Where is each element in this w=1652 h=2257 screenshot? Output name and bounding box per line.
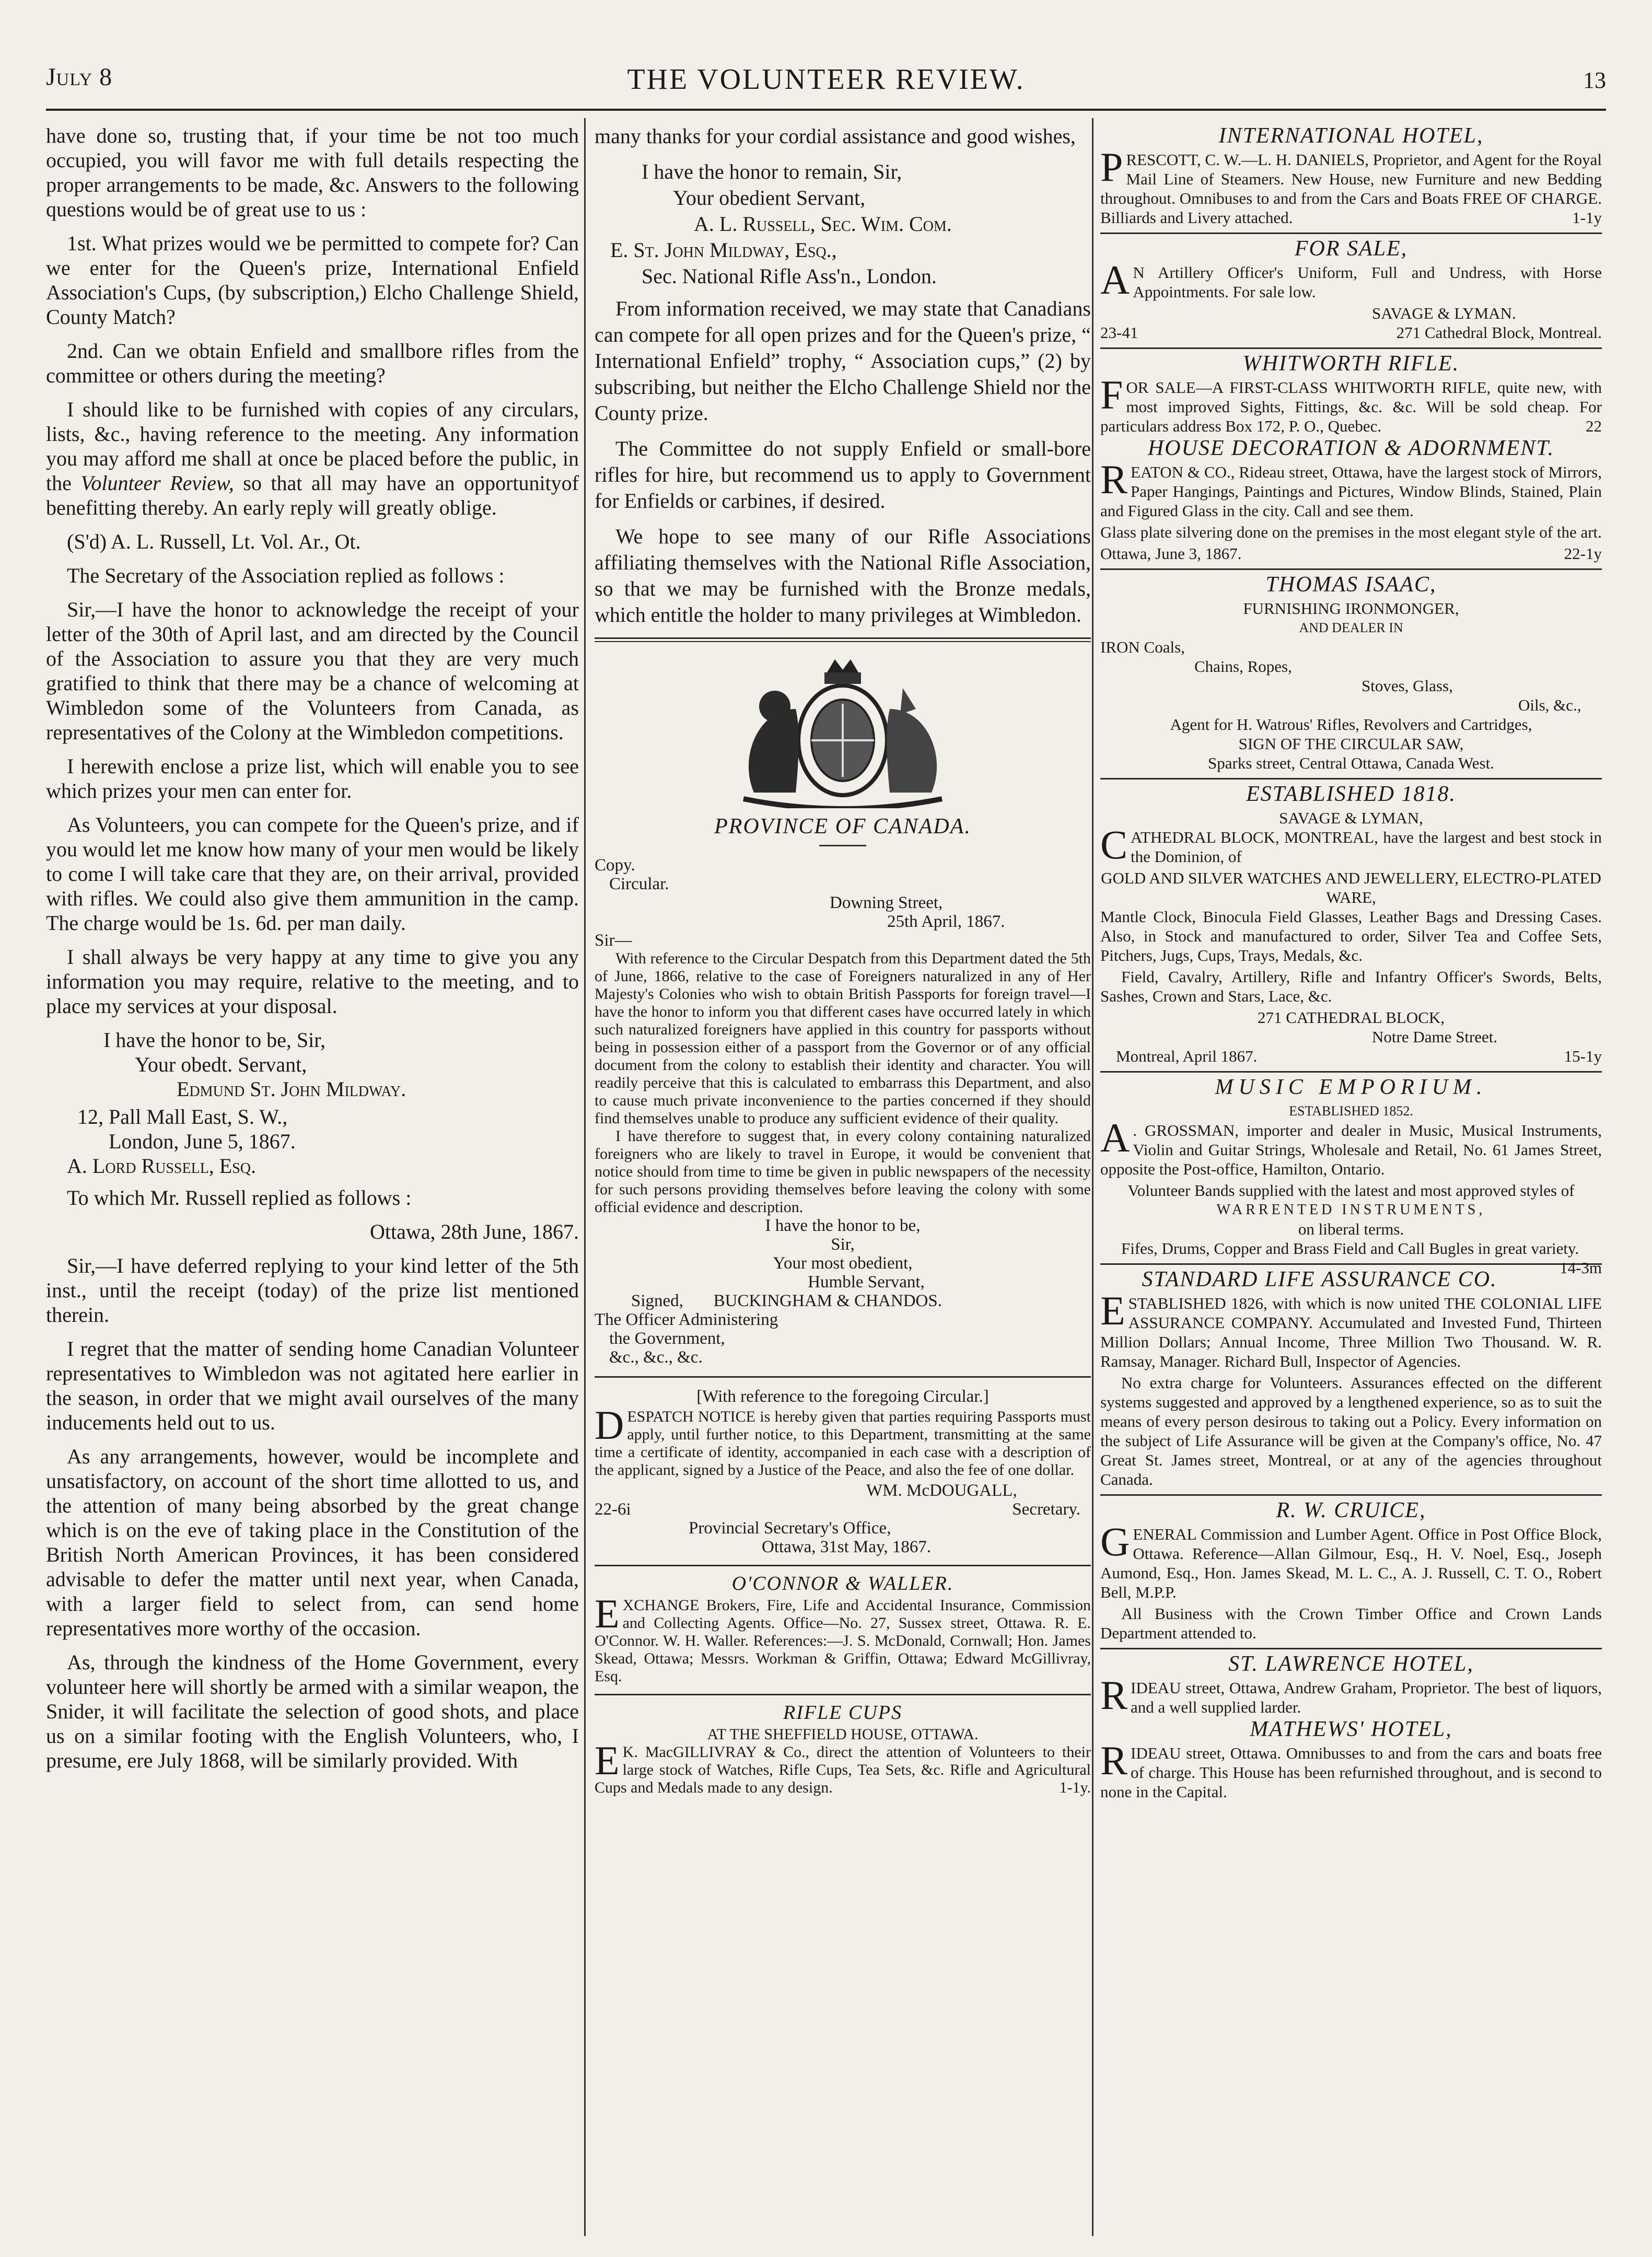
ad-footer — [1100, 323, 1602, 342]
ad-rw-cruice — [1100, 1498, 1602, 1643]
address-line: Sec. National Rifle Ass'n., London. — [642, 264, 937, 288]
address-line: E. St. John Mildway, Esq., — [610, 238, 837, 262]
ad-body: OR SALE—A FIRST-CLASS WHITWORTH RIFLE, quite new, with most improved Sights, Fittings, &c. &c. Will be sold cheap. For particulars address Box 172, P. O., Quebec. — [1100, 378, 1602, 435]
section-rule — [595, 1694, 1091, 1695]
letter-address — [46, 1104, 579, 1178]
ad-date: Ottawa, June 3, 1867. — [1100, 544, 1242, 563]
letter-closing — [595, 159, 1091, 237]
column-divider — [584, 118, 586, 2236]
paragraph: As any arrangements, however, would be incomplete and unsatisfactory, on account of the short time allotted to us, and the attention of many being absorbed by the great change which is on the eve of taking place in the Constitution of the British North American Provinces, it has been considered advisable to defer the matter until next year, when Canada, with a larger field to select from, can send home representatives more worthy of the occasion. — [46, 1445, 579, 1640]
paragraph: have done so, trusting that, if your time be not too much occupied, you will favor me with full details respecting the proper arrangements to be made, &c. Answers to the following questions would be of great use to us : — [46, 124, 579, 221]
closing-line: I have the honor to remain, Sir, — [642, 160, 902, 183]
ad-house-decoration — [1100, 436, 1602, 563]
ad-title: STANDARD LIFE ASSURANCE CO. — [1142, 1267, 1497, 1292]
section-rule — [595, 1376, 1091, 1378]
section-rule — [1100, 778, 1602, 780]
notice-body: ESPATCH NOTICE is hereby given that parties requiring Passports must apply, until further notice, to this Department, transmitting at the same time a certificate of identity, accompanied in each case with a description of the applicant, signed by a Justice of the Peace, and also the fee of one dollar. — [595, 1408, 1091, 1479]
paragraph: From information received, we may state that Canadians can compete for all open prizes and for the Queen's prize, “ International Enfield” trophy, “ Association cups,” (2) by subscribing, but neither the Elcho Challenge Shield nor the County prize. — [595, 297, 1091, 425]
drop-cap: F — [1100, 372, 1123, 417]
drop-cap: A — [1100, 1115, 1130, 1160]
closing-line: Sir, — [831, 1235, 855, 1254]
office-line: Provincial Secretary's Office, — [689, 1519, 891, 1538]
section-rule — [1100, 1494, 1602, 1496]
section-rule — [1100, 347, 1602, 349]
ad-code: 22-1y — [1564, 544, 1602, 563]
ad-body: STABLISHED 1826, with which is now united THE COLONIAL LIFE ASSURANCE COMPANY. Accumulated and Invested Fund, Thirteen Million Dollars; Annual Income, Three Million Two Thousand. W. R. Ramsay, Manager. Richard Bull, Inspector of Agencies. — [1100, 1294, 1602, 1370]
column-middle — [595, 123, 1091, 1799]
ad-body: All Business with the Crown Timber Office and Crown Lands Department attended to. — [1100, 1604, 1602, 1642]
closing-line: I have the honor to be, Sir, — [103, 1028, 325, 1052]
ad-title: MUSIC EMPORIUM. — [1215, 1075, 1487, 1099]
drop-cap: C — [1100, 822, 1128, 867]
paragraph: 2nd. Can we obtain Enfield and smallbore rifles from the committee or others during the meeting? — [46, 339, 579, 387]
ad-address: 271 Cathedral Block, Montreal. — [1396, 323, 1602, 342]
ad-code: 1-1y — [1572, 208, 1602, 227]
ad-body: ENERAL Commission and Lumber Agent. Office in Post Office Block, Ottawa. Reference—Allan Gilmour, Esq., H. V. Noel, Esq., Joseph Aumond, Esq., Hon. James Skead, M. L. C., A. J. Russell, C. T. O., Robert Bell, M.P.P. — [1100, 1525, 1602, 1601]
ad-title: HOUSE DECORATION & ADORNMENT. — [1147, 436, 1555, 460]
ad-line: on liberal terms. — [1298, 1220, 1404, 1238]
officer-line: The Officer Administering — [595, 1310, 778, 1329]
ad-code: 22 — [1586, 417, 1602, 435]
ad-line: Stoves, Glass, — [1362, 677, 1453, 695]
circular-label: Circular. — [609, 875, 669, 893]
ad-st-lawrence-hotel — [1100, 1652, 1602, 1718]
short-rule — [819, 845, 866, 846]
section-rule — [1100, 568, 1602, 570]
ad-body: XCHANGE Brokers, Fire, Life and Accidental Insurance, Commission and Collecting Agents. Office—No. 27, Sussex street, Ottawa. R. E. O'Connor. W. H. Waller. References:—J. S. McDonald, Cornwall; Hon. James Skead, Ottawa; Messrs. Workman & Griffin, Ottawa; Edward McGillivray, Esq. — [595, 1597, 1091, 1685]
letter-closing — [46, 1028, 579, 1101]
text-run: I should like to be furnished with copies of any circulars, lists, &c., having reference to the meeting. Any information you may afford me shall at once be placed before the public, in the — [46, 398, 579, 495]
ad-music-emporium — [1100, 1075, 1602, 1277]
issue-date: July 8 — [46, 63, 113, 91]
ad-for-sale — [1100, 239, 1602, 342]
signature-row — [595, 1292, 1091, 1310]
signature-line: (S'd) A. L. Russell, Lt. Vol. Ar., Ot. — [67, 530, 361, 553]
paragraph: The Secretary of the Association replied as follows : — [67, 564, 505, 587]
drop-cap: D — [595, 1402, 624, 1448]
paragraph: As Volunteers, you can compete for the Queen's prize, and if you would let me know how many of your men would be likely to come I will take care that they are, on their arrival, provided with rifles. We could also give them ammunition in the camp. The charge would be 1s. 6d. per man daily. — [46, 813, 579, 935]
section-rule — [1100, 232, 1602, 234]
address-line: 25th April, 1867. — [887, 912, 1005, 931]
paragraph: I shall always be very happy at any time to give you any information you may require, relative to the meeting, and to place my services at your disposal. — [46, 945, 579, 1018]
column-left — [46, 123, 579, 1782]
address-line: London, June 5, 1867. — [109, 1130, 296, 1153]
paragraph: I regret that the matter of sending home Canadian Volunteer representatives to Wimbledon was not agitated here earlier in the season, in order that we might avail ourselves of the many inducements held out to us. — [46, 1337, 579, 1434]
paragraph: As, through the kindness of the Home Government, every volunteer here will shortly be armed with a similar weapon, the Snider, it will facilitate the selection of good shots, and place us on a similar footing with the English Volunteers, who, I presume, ere July 1868, will be similarly provided. With — [46, 1650, 579, 1772]
ad-subtitle: FURNISHING IRONMONGER, — [1243, 599, 1459, 618]
ad-name: SAVAGE & LYMAN. — [1372, 304, 1516, 322]
drop-cap: A — [1100, 257, 1130, 303]
ad-code: 22-6i — [595, 1500, 631, 1519]
ad-code: 23-41 — [1100, 323, 1138, 342]
header-rule — [46, 109, 1606, 111]
closing-line: Your obedient Servant, — [673, 186, 866, 210]
ad-title: R. W. CRUICE, — [1276, 1498, 1426, 1522]
address-line: Downing Street, — [830, 893, 943, 912]
ad-international-hotel — [1100, 126, 1602, 227]
office-line: Ottawa, 31st May, 1867. — [762, 1538, 932, 1556]
ad-line: Chains, Ropes, — [1194, 657, 1292, 676]
signer-name: BUCKINGHAM & CHANDOS. — [713, 1292, 942, 1310]
section-rule — [1100, 1648, 1602, 1649]
section-rule — [595, 637, 1091, 642]
address-line: A. Lord Russell, Esq. — [67, 1154, 257, 1178]
province-heading: PROVINCE OF CANADA. — [714, 815, 971, 839]
ad-line: Oils, &c., — [1518, 696, 1581, 714]
ad-established-1818 — [1100, 782, 1602, 1066]
paragraph: Sir,—I have deferred replying to your kind letter of the 5th inst., until the receipt (today) of the prize list mentioned therein. — [46, 1254, 579, 1327]
drop-cap: E — [1100, 1288, 1125, 1333]
reference-line: [With reference to the foregoing Circular.] — [696, 1387, 989, 1406]
ad-footer — [1100, 544, 1602, 563]
closing-line: I have the honor to be, — [765, 1216, 921, 1235]
signer-name: WM. McDOUGALL, — [866, 1481, 1017, 1500]
paragraph: The Committee do not supply Enfield or small-bore rifles for hire, but recommend us to apply to Government for Enfields or carbines, if desired. — [595, 437, 1091, 513]
page-header — [46, 63, 1606, 104]
ad-line: IRON Coals, — [1100, 638, 1185, 656]
address-line: 12, Pall Mall East, S. W., — [77, 1105, 288, 1128]
column-right — [1100, 123, 1602, 1804]
ad-line: Volunteer Bands supplied with the latest and most approved styles of — [1127, 1181, 1575, 1200]
royal-coat-of-arms-icon — [696, 651, 989, 808]
ad-title: INTERNATIONAL HOTEL, — [1218, 124, 1484, 148]
ad-subtitle: AND DEALER IN — [1299, 620, 1403, 635]
text-run: Fifes, Drums, Copper and Brass Field and Call Bugles in great variety. — [1121, 1239, 1579, 1258]
drop-cap: G — [1100, 1519, 1130, 1564]
signature-row — [595, 1500, 1091, 1519]
drop-cap: E — [595, 1591, 620, 1636]
officer-line: the Government, — [609, 1329, 725, 1348]
circular-notice — [595, 856, 1091, 1367]
ad-body: N Artillery Officer's Uniform, Full and Undress, with Horse Appointments. For sale low. — [1133, 263, 1602, 301]
ad-code: 1-1y. — [1059, 1779, 1091, 1796]
paragraph — [46, 397, 579, 520]
ad-oconnor-waller — [595, 1575, 1091, 1685]
ad-title: THOMAS ISAAC, — [1265, 573, 1437, 597]
ad-title: RIFLE CUPS — [783, 1702, 902, 1724]
ad-title: FOR SALE, — [1294, 237, 1408, 261]
ad-title: O'CONNOR & WALLER. — [731, 1573, 954, 1595]
ad-footer — [1100, 1046, 1602, 1066]
drop-cap: E — [595, 1738, 620, 1783]
ad-line: Agent for H. Watrous' Rifles, Revolvers and Cartridges, — [1170, 715, 1532, 734]
circular-body: I have therefore to suggest that, in every colony containing naturalized foreigners who are likely to travel in Europe, it would be convenient that notice should from time to time be given in public newspapers of the necessity for such persons providing themselves before leaving the colony with some official evidence and description. — [595, 1127, 1091, 1216]
ad-address: Notre Dame Street. — [1372, 1028, 1498, 1046]
salutation: Sir— — [595, 931, 632, 950]
paragraph: many thanks for your cordial assistance and good wishes, — [595, 124, 1076, 148]
ad-body: ATHEDRAL BLOCK, MONTREAL, have the largest and best stock in the Dominion, of — [1131, 828, 1602, 866]
ad-body: K. MacGILLIVRAY & Co., direct the attention of Volunteers to their large stock of Watches, Rifle Cups, Tea Sets, &c. Rifle and Agricultural Cups and Medals made to any design. — [595, 1743, 1091, 1796]
section-rule — [1100, 1263, 1602, 1265]
paragraph: 1st. What prizes would we be permitted to compete for? Can we enter for the Queen's prize, International Enfield Association's Cups, (by subscription,) Elcho Challenge Shield, County Match? — [46, 231, 579, 329]
ad-code: 15-1y — [1564, 1047, 1602, 1065]
signed-label: Signed, — [631, 1292, 683, 1310]
ad-line: GOLD AND SILVER WATCHES AND JEWELLERY, ELECTRO-PLATED WARE, — [1101, 869, 1601, 906]
copy-label: Copy. — [595, 856, 635, 875]
dateline: Ottawa, 28th June, 1867. — [370, 1220, 579, 1243]
column-divider — [1092, 118, 1093, 2236]
ad-title: ST. LAWRENCE HOTEL, — [1228, 1652, 1474, 1676]
drop-cap: R — [1100, 457, 1128, 502]
drop-cap: R — [1100, 1738, 1128, 1783]
ad-line: SIGN OF THE CIRCULAR SAW, — [1238, 735, 1464, 753]
ad-whitworth-rifle — [1100, 354, 1602, 436]
ad-code: 14-3m — [1560, 1259, 1602, 1277]
text-run: so that all may have an opportunityof benefitting thereby. An early reply will greatly oblige. — [46, 471, 579, 519]
ad-body: Glass plate silvering done on the premises in the most elegant style of the art. — [1100, 523, 1602, 541]
paragraph: I herewith enclose a prize list, which will enable you to see which prizes your men can enter for. — [46, 754, 579, 802]
ad-address: 271 CATHEDRAL BLOCK, — [1258, 1008, 1445, 1027]
ad-body: Field, Cavalry, Artillery, Rifle and Infantry Officer's Swords, Belts, Sashes, Crown and Stars, Lace, &c. — [1100, 968, 1602, 1005]
ad-body — [1100, 1239, 1602, 1277]
signer-title: Secretary. — [1012, 1500, 1080, 1519]
ad-rifle-cups — [595, 1704, 1091, 1797]
closing-signature: Edmund St. John Mildway. — [177, 1077, 406, 1101]
ad-name: SAVAGE & LYMAN, — [1279, 809, 1423, 827]
paragraph: We hope to see many of our Rifle Associations affiliating themselves with the National Rifle Association, so that we may be furnished with the Bronze medals, which entitle the holder to many privileges at Wimbledon. — [595, 525, 1091, 626]
ad-subtitle: ESTABLISHED 1852. — [1289, 1103, 1413, 1119]
drop-cap: P — [1100, 144, 1123, 190]
letter-address — [595, 237, 1091, 289]
ad-title: ESTABLISHED 1818. — [1246, 782, 1456, 806]
drop-cap: R — [1100, 1672, 1128, 1718]
ad-title: WHITWORTH RIFLE. — [1242, 352, 1460, 376]
paragraph: To which Mr. Russell replied as follows : — [67, 1186, 412, 1209]
ad-thomas-isaac — [1100, 575, 1602, 773]
ad-body: RESCOTT, C. W.—L. H. DANIELS, Proprietor, and Agent for the Royal Mail Line of Steamers. New House, new Furniture and new Bedding throughout. Omnibuses to and from the Cars and Boats FREE OF CHARGE. Billiards and Livery attached. — [1100, 150, 1602, 227]
page-number: 13 — [1583, 67, 1606, 93]
ad-body: IDEAU street, Ottawa. Omnibusses to and from the cars and boats free of charge. This House has been refurnished throughout, and is second to none in the Capital. — [1100, 1744, 1602, 1801]
despatch-notice — [595, 1387, 1091, 1556]
ad-title: MATHEWS' HOTEL, — [1250, 1717, 1452, 1741]
paragraph: Sir,—I have the honor to acknowledge the receipt of your letter of the 30th of April last, and am directed by the Council of the Association to assure you that they are very much gratified to think that there may be a chance of welcoming at Wimbledon some of the Volunteers from Canada, as representatives of the Colony at the Wimbledon competitions. — [46, 598, 579, 744]
ad-date: Montreal, April 1867. — [1116, 1047, 1258, 1065]
ad-line: WARRENTED INSTRUMENTS, — [1216, 1202, 1486, 1218]
ad-body: EATON & CO., Rideau street, Ottawa, have the largest stock of Mirrors, Paper Hangings, Paintings and Pictures, Window Blinds, Stained, Plain and Figured Glass in the city. Call and see them. — [1100, 463, 1602, 520]
ad-body: Mantle Clock, Binocula Field Glasses, Leather Bags and Dressing Cases. Also, in Stock and manufactured to order, Silver Tea and Coffee Sets, Pitchers, Jugs, Cups, Trays, Medals, &c. — [1100, 908, 1602, 964]
ad-body: IDEAU street, Ottawa, Andrew Graham, Proprietor. The best of liquors, and a well supplied larder. — [1131, 1679, 1602, 1716]
ad-subtitle: AT THE SHEFFIELD HOUSE, OTTAWA. — [707, 1726, 979, 1743]
officer-line: &c., &c., &c. — [609, 1348, 703, 1367]
ad-address: Sparks street, Central Ottawa, Canada West. — [1208, 754, 1494, 772]
circular-body: With reference to the Circular Despatch from this Department dated the 5th of June, 1866, relative to the case of Foreigners naturalized in any of Her Majesty's Colonies who wish to obtain British Passports for foreign travel—I have the honor to inform you that different cases have occurred lately in which such naturalized foreigners have applied in this country for passports without being in possession either of a passport from the Governor or of any official document from the colony to establish their identity and character. You will readily perceive that this is calculated to embarrass this Department, and also to cause much private inconvenience to the parties concerned if they should find themselves unable to produce any sufficient evidence of their quality. — [595, 950, 1091, 1127]
closing-line: Your obedt. Servant, — [135, 1053, 307, 1076]
italic-title: Volunteer Review, — [80, 471, 234, 495]
ad-mathews-hotel — [1100, 1717, 1602, 1801]
closing-line: Humble Servant, — [808, 1273, 925, 1292]
section-rule — [595, 1565, 1091, 1566]
closing-signature: A. L. Russell, Sec. Wim. Com. — [694, 212, 952, 236]
newspaper-title: THE VOLUNTEER REVIEW. — [627, 63, 1025, 96]
section-rule — [1100, 1071, 1602, 1073]
ad-body: No extra charge for Volunteers. Assurances effected on the different systems suggested and approved by a lengthened experience, so as to suit the means of every person desirous to taking out a Policy. Every information on the subject of Life Assurance will be given at the Company's office, No. 47 Great St. James street, Montreal, or at any of the agencies throughout Canada. — [1100, 1374, 1602, 1488]
ad-body: . GROSSMAN, importer and dealer in Music, Musical Instruments, Violin and Guitar Strings, Wholesale and Retail, No. 61 James Street, opposite the Post-office, Hamilton, Ontario. — [1100, 1121, 1602, 1178]
closing-line: Your most obedient, — [773, 1254, 913, 1273]
